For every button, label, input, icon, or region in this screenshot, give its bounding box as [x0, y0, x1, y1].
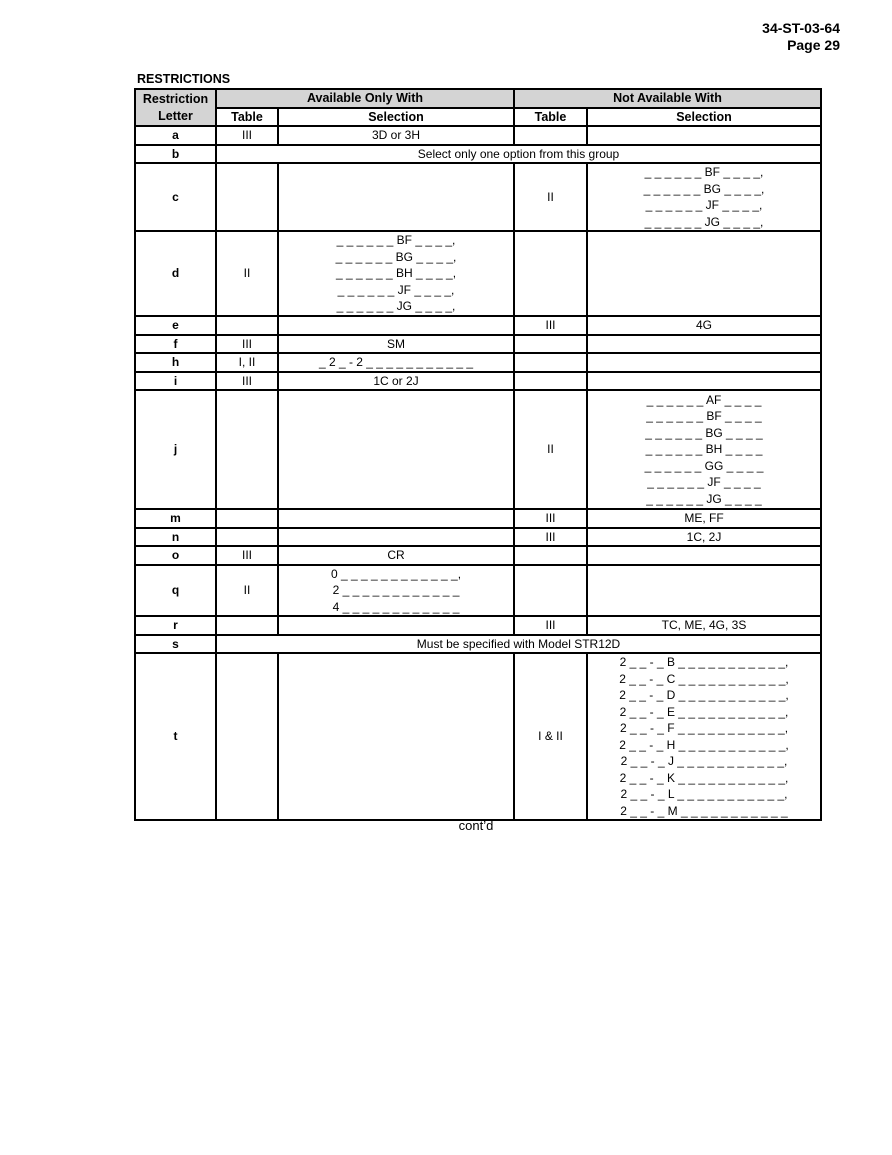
restriction-letter: q: [135, 565, 216, 617]
selection-line: 2 _ _ - _ M _ _ _ _ _ _ _ _ _ _ _: [620, 803, 788, 818]
restriction-letter: t: [135, 653, 216, 820]
table-row: [135, 316, 821, 335]
not-available-selection: [587, 335, 821, 354]
table-row: [135, 126, 821, 145]
header-avail-selection: Selection: [278, 108, 514, 127]
selection-line: 2 _ _ - _ J _ _ _ _ _ _ _ _ _ _ _,: [620, 754, 788, 768]
available-selection: [278, 565, 514, 617]
not-available-selection: [587, 546, 821, 565]
table-row: [135, 231, 821, 316]
available-table: [216, 163, 278, 231]
available-selection: [278, 231, 514, 316]
doc-number: 34-ST-03-64: [762, 20, 840, 36]
not-available-table: [514, 546, 587, 565]
selection-line: CR: [387, 548, 405, 562]
not-available-selection: [587, 653, 821, 820]
restriction-letter: b: [135, 145, 216, 164]
available-table: [216, 509, 278, 528]
available-selection: [278, 126, 514, 145]
not-available-table: III: [514, 316, 587, 335]
selection-line: ME, FF: [684, 511, 724, 525]
available-table: I, II: [216, 353, 278, 372]
not-available-selection: [587, 390, 821, 509]
available-table: III: [216, 126, 278, 145]
selection-line: 2 _ _ _ _ _ _ _ _ _ _ _ _: [332, 583, 460, 597]
selection-line: _ _ _ _ _ _ JG _ _ _ _: [646, 491, 762, 506]
available-selection: [278, 163, 514, 231]
restriction-letter: h: [135, 353, 216, 372]
restriction-letter: n: [135, 528, 216, 547]
not-available-table: I & II: [514, 653, 587, 820]
selection-line: _ _ _ _ _ _ JG _ _ _ _,: [336, 299, 456, 314]
available-selection: [278, 353, 514, 372]
table-row: [135, 390, 821, 509]
available-selection: [278, 390, 514, 509]
selection-line: _ _ _ _ _ _ BF _ _ _ _,: [644, 165, 764, 179]
continued-note: cont’d: [458, 818, 494, 833]
restrictions-table: [134, 88, 822, 821]
not-available-selection: [587, 616, 821, 635]
table-row: [135, 353, 821, 372]
not-available-selection: [587, 372, 821, 391]
not-available-table: [514, 335, 587, 354]
restriction-letter: o: [135, 546, 216, 565]
available-selection: [278, 316, 514, 335]
restriction-letter: c: [135, 163, 216, 231]
not-available-table: III: [514, 509, 587, 528]
restriction-letter: m: [135, 509, 216, 528]
available-selection: [278, 616, 514, 635]
group-note: Select only one option from this group: [216, 145, 821, 164]
available-table: III: [216, 546, 278, 565]
selection-line: 2 _ _ - _ F _ _ _ _ _ _ _ _ _ _ _,: [619, 721, 789, 735]
available-selection: [278, 335, 514, 354]
not-available-table: II: [514, 163, 587, 231]
selection-line: 4 _ _ _ _ _ _ _ _ _ _ _ _: [332, 599, 460, 614]
available-table: III: [216, 372, 278, 391]
header-not-selection: Selection: [587, 108, 821, 127]
available-table: [216, 316, 278, 335]
table-row: [135, 145, 821, 164]
table-row: [135, 372, 821, 391]
selection-line: 0 _ _ _ _ _ _ _ _ _ _ _ _,: [330, 566, 462, 581]
table-row: [135, 509, 821, 528]
selection-line: _ _ _ _ _ _ BG _ _ _ _,: [335, 249, 457, 264]
not-available-selection: [587, 353, 821, 372]
table-row: [135, 163, 821, 231]
available-selection: [278, 528, 514, 547]
not-available-table: [514, 565, 587, 617]
available-table: [216, 616, 278, 635]
table-row: [135, 653, 821, 820]
not-available-table: [514, 372, 587, 391]
restriction-letter: f: [135, 335, 216, 354]
not-available-table: III: [514, 616, 587, 635]
selection-line: 4G: [696, 318, 713, 332]
selection-line: _ _ _ _ _ _ BG _ _ _ _: [645, 425, 763, 440]
not-available-table: [514, 126, 587, 145]
restriction-letter: i: [135, 372, 216, 391]
restriction-letter: r: [135, 616, 216, 635]
not-available-selection: [587, 231, 821, 316]
restriction-letter: d: [135, 231, 216, 316]
selection-line: 2 _ _ - _ L _ _ _ _ _ _ _ _ _ _ _,: [620, 787, 788, 801]
table-row: [135, 335, 821, 354]
available-selection: [278, 372, 514, 391]
restrictions-body: [135, 126, 821, 820]
available-selection: [278, 546, 514, 565]
selection-line: _ _ _ _ _ _ GG _ _ _ _: [644, 458, 764, 473]
not-available-selection: [587, 509, 821, 528]
selection-line: 1C, 2J: [686, 529, 722, 544]
document-number-block: [762, 20, 840, 54]
selection-line: _ 2 _ - 2 _ _ _ _ _ _ _ _ _ _ _: [318, 355, 474, 369]
table-row: [135, 616, 821, 635]
table-row: [135, 635, 821, 654]
selection-line: _ _ _ _ _ _ BG _ _ _ _,: [643, 181, 765, 196]
selection-line: 1C or 2J: [373, 373, 419, 388]
selection-line: 2 _ _ - _ C _ _ _ _ _ _ _ _ _ _ _,: [619, 671, 789, 686]
available-selection: [278, 509, 514, 528]
group-note: Must be specified with Model STR12D: [216, 635, 821, 654]
selection-line: 3D or 3H: [371, 128, 421, 142]
not-available-selection: [587, 126, 821, 145]
selection-line: 2 _ _ - _ D _ _ _ _ _ _ _ _ _ _ _,: [619, 688, 789, 702]
not-available-selection: [587, 163, 821, 231]
page-number: Page 29: [787, 37, 840, 53]
not-available-selection: [587, 528, 821, 547]
restriction-letter: a: [135, 126, 216, 145]
header-avail-table: Table: [216, 108, 278, 127]
restriction-letter: j: [135, 390, 216, 509]
section-title: RESTRICTIONS: [137, 72, 231, 86]
selection-line: 2 _ _ - _ K _ _ _ _ _ _ _ _ _ _ _,: [619, 770, 789, 785]
selection-line: 2 _ _ - _ B _ _ _ _ _ _ _ _ _ _ _,: [619, 655, 789, 669]
selection-line: _ _ _ _ _ _ BF _ _ _ _: [646, 409, 762, 424]
selection-line: _ _ _ _ _ _ BF _ _ _ _,: [336, 233, 456, 248]
available-table: II: [216, 231, 278, 316]
table-row: [135, 528, 821, 547]
selection-line: _ _ _ _ _ _ JF _ _ _ _: [647, 475, 761, 490]
selection-line: 2 _ _ - _ H _ _ _ _ _ _ _ _ _ _ _,: [619, 737, 789, 752]
table-row: [135, 565, 821, 617]
not-available-table: [514, 353, 587, 372]
not-available-table: II: [514, 390, 587, 509]
available-table: [216, 390, 278, 509]
not-available-table: III: [514, 528, 587, 547]
selection-line: TC, ME, 4G, 3S: [661, 618, 747, 632]
restriction-letter: s: [135, 635, 216, 654]
selection-line: _ _ _ _ _ _ BH _ _ _ _,: [335, 266, 457, 281]
not-available-selection: [587, 565, 821, 617]
available-table: III: [216, 335, 278, 354]
selection-line: _ _ _ _ _ _ AF _ _ _ _: [646, 392, 762, 407]
selection-line: _ _ _ _ _ _ BH _ _ _ _: [645, 442, 763, 457]
available-table: II: [216, 565, 278, 617]
selection-line: _ _ _ _ _ _ JG _ _ _ _,: [644, 214, 764, 229]
restriction-letter: e: [135, 316, 216, 335]
header-restriction-letter: Restriction Letter: [135, 89, 216, 126]
header-not-table: Table: [514, 108, 587, 127]
available-selection: [278, 653, 514, 820]
header-not-available-with: Not Available With: [514, 89, 821, 108]
selection-line: 2 _ _ - _ E _ _ _ _ _ _ _ _ _ _ _,: [619, 704, 789, 719]
selection-line: _ _ _ _ _ _ JF _ _ _ _,: [645, 198, 763, 212]
available-table: [216, 653, 278, 820]
selection-line: SM: [387, 336, 405, 351]
table-row: [135, 546, 821, 565]
header-available-only-with: Available Only With: [216, 89, 514, 108]
not-available-table: [514, 231, 587, 316]
selection-line: _ _ _ _ _ _ JF _ _ _ _,: [337, 282, 455, 297]
available-table: [216, 528, 278, 547]
not-available-selection: [587, 316, 821, 335]
